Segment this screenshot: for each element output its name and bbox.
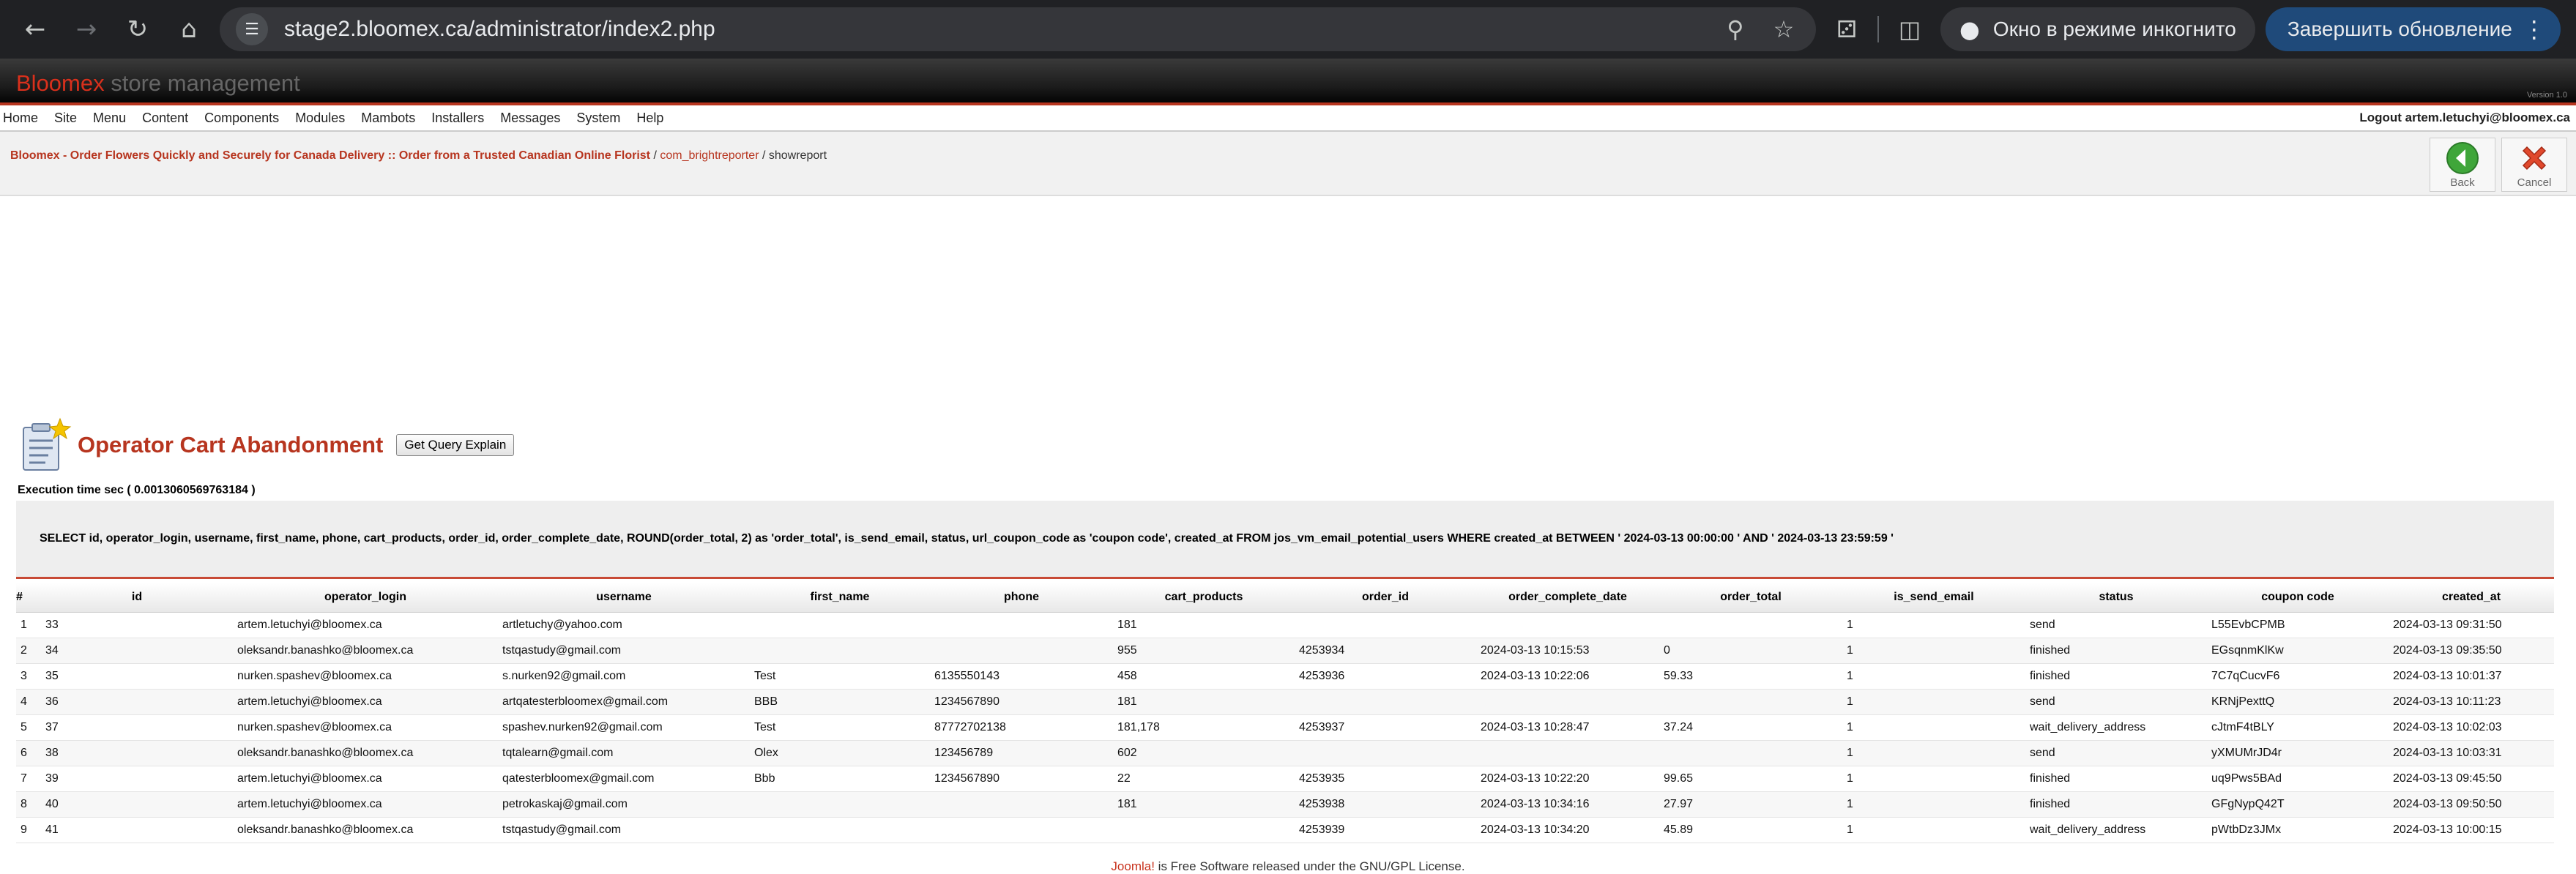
table-cell: 181 <box>1113 612 1295 638</box>
table-cell: nurken.spashev@bloomex.ca <box>233 714 498 740</box>
table-cell: 2024-03-13 10:02:03 <box>2389 714 2554 740</box>
table-cell <box>930 791 1113 817</box>
table-row <box>16 817 2554 843</box>
table-cell: artletuchy@yahoo.com <box>498 612 750 638</box>
table-cell: 9 <box>16 817 41 843</box>
table-cell: pWtbDz3JMx <box>2207 817 2389 843</box>
table-cell <box>1113 817 1295 843</box>
browser-toolbar <box>0 0 2576 59</box>
url-text[interactable]: stage2.bloomex.ca/administrator/index2.php <box>284 17 715 41</box>
table-cell <box>930 638 1113 663</box>
table-cell: 6135550143 <box>930 663 1113 689</box>
back-label: Back <box>2450 176 2475 189</box>
table-cell: 33 <box>41 612 233 638</box>
table-cell: tqtalearn@gmail.com <box>498 740 750 766</box>
address-bar[interactable] <box>220 7 1816 51</box>
table-row <box>16 689 2554 714</box>
table-cell: petrokaskaj@gmail.com <box>498 791 750 817</box>
column-header: phone <box>930 583 1113 612</box>
table-cell: 1 <box>1842 714 2025 740</box>
table-row <box>16 766 2554 791</box>
table-cell <box>1659 689 1842 714</box>
table-cell <box>1659 740 1842 766</box>
table-cell: 4253938 <box>1295 791 1476 817</box>
breadcrumb-task: showreport <box>768 149 827 162</box>
table-cell: finished <box>2025 766 2207 791</box>
column-header: operator_login <box>233 583 498 612</box>
column-header: # <box>16 583 41 612</box>
execution-time: Execution time sec ( 0.0013060569763184 ) <box>18 484 256 496</box>
table-cell: 955 <box>1113 638 1295 663</box>
table-cell: 5 <box>16 714 41 740</box>
joomla-link[interactable]: Joomla! <box>1111 859 1155 873</box>
table-row <box>16 740 2554 766</box>
table-cell <box>1476 689 1659 714</box>
column-header: order_id <box>1295 583 1476 612</box>
table-cell: 2024-03-13 10:28:47 <box>1476 714 1659 740</box>
table-cell <box>1295 740 1476 766</box>
back-button[interactable] <box>2430 138 2495 192</box>
column-header: cart_products <box>1113 583 1295 612</box>
zoom-icon[interactable]: ⚲ <box>1727 15 1744 43</box>
table-cell: oleksandr.banashko@bloomex.ca <box>233 817 498 843</box>
version-label: Version 1.0 <box>2526 91 2567 100</box>
table-cell: Olex <box>750 740 930 766</box>
table-cell: 181,178 <box>1113 714 1295 740</box>
finish-update-label: Завершить обновление <box>2287 18 2512 40</box>
table-cell <box>750 612 930 638</box>
site-settings-icon[interactable]: ☰ <box>236 13 268 45</box>
brand-subtitle: store management <box>111 70 300 96</box>
table-cell: 59.33 <box>1659 663 1842 689</box>
table-cell: nurken.spashev@bloomex.ca <box>233 663 498 689</box>
table-cell: qatesterbloomex@gmail.com <box>498 766 750 791</box>
table-cell: 4253937 <box>1295 714 1476 740</box>
table-cell: finished <box>2025 638 2207 663</box>
table-cell: 1 <box>1842 689 2025 714</box>
back-icon[interactable]: ← <box>24 15 46 44</box>
table-header-row <box>16 583 2554 612</box>
table-cell: 1 <box>1842 791 2025 817</box>
table-cell: Bbb <box>750 766 930 791</box>
menu-content[interactable]: Content <box>142 110 189 125</box>
cancel-label: Cancel <box>2517 176 2552 189</box>
table-cell: 4 <box>16 689 41 714</box>
side-panel-icon[interactable]: ◫ <box>1898 15 1921 43</box>
table-row <box>16 714 2554 740</box>
table-cell: 2024-03-13 10:34:20 <box>1476 817 1659 843</box>
table-row <box>16 791 2554 817</box>
table-cell <box>1659 612 1842 638</box>
table-cell: artem.letuchyi@bloomex.ca <box>233 766 498 791</box>
table-cell: 123456789 <box>930 740 1113 766</box>
table-cell: 45.89 <box>1659 817 1842 843</box>
table-divider <box>16 577 2554 579</box>
logout-link[interactable]: Logout artem.letuchyi@bloomex.ca <box>2359 111 2570 124</box>
table-cell: 41 <box>41 817 233 843</box>
table-cell <box>1476 740 1659 766</box>
table-row <box>16 612 2554 638</box>
table-cell: 36 <box>41 689 233 714</box>
table-cell: L55EvbCPMB <box>2207 612 2389 638</box>
table-cell: 2024-03-13 10:01:37 <box>2389 663 2554 689</box>
table-cell: tstqastudy@gmail.com <box>498 638 750 663</box>
table-cell: finished <box>2025 791 2207 817</box>
incognito-indicator[interactable] <box>1940 7 2255 51</box>
table-cell: wait_delivery_address <box>2025 714 2207 740</box>
table-cell: 1234567890 <box>930 689 1113 714</box>
home-icon[interactable]: ⌂ <box>181 15 197 44</box>
footer-text: is Free Software released under the GNU/GPL License. <box>1154 859 1465 873</box>
table-cell: 1 <box>1842 663 2025 689</box>
table-cell: 40 <box>41 791 233 817</box>
table-cell: 2024-03-13 09:35:50 <box>2389 638 2554 663</box>
extensions-icon[interactable]: ⚂ <box>1836 15 1857 43</box>
admin-brand <box>16 70 300 97</box>
table-cell: wait_delivery_address <box>2025 817 2207 843</box>
incognito-label: Окно в режиме инкогнито <box>1992 18 2236 40</box>
table-cell <box>750 638 930 663</box>
menu-menu[interactable]: Menu <box>93 110 127 125</box>
cancel-button[interactable] <box>2501 138 2567 192</box>
table-cell: 2024-03-13 10:00:15 <box>2389 817 2554 843</box>
table-cell: 7 <box>16 766 41 791</box>
menu-installers[interactable]: Installers <box>431 110 485 125</box>
table-cell: 2024-03-13 09:31:50 <box>2389 612 2554 638</box>
table-cell: artem.letuchyi@bloomex.ca <box>233 612 498 638</box>
menu-messages[interactable]: Messages <box>500 110 561 125</box>
breadcrumb-sep: / <box>650 149 660 162</box>
column-header: username <box>498 583 750 612</box>
table-cell: 602 <box>1113 740 1295 766</box>
table-cell: 1 <box>1842 612 2025 638</box>
table-cell: Test <box>750 714 930 740</box>
table-cell <box>1295 689 1476 714</box>
header-divider <box>0 102 2576 105</box>
table-cell: 1 <box>1842 740 2025 766</box>
more-icon[interactable]: ⋮ <box>2522 15 2546 43</box>
report-icon <box>19 417 70 473</box>
footer <box>0 859 2576 874</box>
toolbar-divider <box>1877 16 1879 42</box>
table-cell: 27.97 <box>1659 791 1842 817</box>
table-cell <box>1295 612 1476 638</box>
table-cell: 22 <box>1113 766 1295 791</box>
menu-modules[interactable]: Modules <box>295 110 346 125</box>
table-cell: 8 <box>16 791 41 817</box>
menu-system[interactable]: System <box>576 110 621 125</box>
table-cell: 2024-03-13 09:50:50 <box>2389 791 2554 817</box>
table-row <box>16 663 2554 689</box>
column-header: coupon code <box>2207 583 2389 612</box>
finish-update-button[interactable] <box>2266 7 2561 51</box>
admin-menu <box>0 105 2576 132</box>
table-cell: 1 <box>16 612 41 638</box>
table-cell: 87772702138 <box>930 714 1113 740</box>
admin-header <box>0 59 2576 105</box>
table-cell: 1 <box>1842 817 2025 843</box>
table-cell: 458 <box>1113 663 1295 689</box>
table-row <box>16 638 2554 663</box>
table-cell: tstqastudy@gmail.com <box>498 817 750 843</box>
table-cell: 1 <box>1842 638 2025 663</box>
table-cell: artem.letuchyi@bloomex.ca <box>233 791 498 817</box>
column-header: created_at <box>2389 583 2554 612</box>
table-cell: 181 <box>1113 791 1295 817</box>
column-header: first_name <box>750 583 930 612</box>
menu-help[interactable]: Help <box>636 110 664 125</box>
table-cell: 4253939 <box>1295 817 1476 843</box>
table-cell <box>930 612 1113 638</box>
forward-icon[interactable]: → <box>75 15 97 44</box>
table-cell: oleksandr.banashko@bloomex.ca <box>233 638 498 663</box>
table-cell: 4253935 <box>1295 766 1476 791</box>
cancel-x-icon <box>2516 140 2553 176</box>
table-cell: oleksandr.banashko@bloomex.ca <box>233 740 498 766</box>
table-cell: 37.24 <box>1659 714 1842 740</box>
table-cell: 2024-03-13 10:22:06 <box>1476 663 1659 689</box>
pathway-bar <box>0 132 2576 196</box>
column-header: id <box>41 583 233 612</box>
menu-home[interactable]: Home <box>3 110 39 125</box>
sql-query: SELECT id, operator_login, username, first_name, phone, cart_products, order_id, order_complete_date, ROUND(order_total, 2) as 'order_total', is_send_email, status, url_coupon_code as 'coupon code', created_at FROM jos_vm_email_potential_users WHERE created_at BETWEEN ' 2024-03-13 00:00:00 ' AND ' 2024-03-13 23:59:59 ' <box>16 501 2554 577</box>
table-cell: send <box>2025 612 2207 638</box>
page-title-row <box>19 416 514 474</box>
column-header: order_complete_date <box>1476 583 1659 612</box>
report-table <box>16 583 2554 843</box>
table-cell: 1234567890 <box>930 766 1113 791</box>
table-cell: EGsqnmKlKw <box>2207 638 2389 663</box>
table-cell: 2 <box>16 638 41 663</box>
table-cell: 38 <box>41 740 233 766</box>
table-cell: 39 <box>41 766 233 791</box>
table-cell <box>750 817 930 843</box>
table-cell: 4253936 <box>1295 663 1476 689</box>
table-cell <box>930 817 1113 843</box>
brand-name: Bloomex <box>16 70 105 96</box>
table-cell: uq9Pws5BAd <box>2207 766 2389 791</box>
table-cell: send <box>2025 740 2207 766</box>
table-cell: finished <box>2025 663 2207 689</box>
table-cell: KRNjPexttQ <box>2207 689 2389 714</box>
breadcrumb <box>10 149 827 163</box>
table-cell: send <box>2025 689 2207 714</box>
table-cell: 181 <box>1113 689 1295 714</box>
table-cell: 37 <box>41 714 233 740</box>
column-header: order_total <box>1659 583 1842 612</box>
column-header: is_send_email <box>1842 583 2025 612</box>
menu-mambots[interactable]: Mambots <box>361 110 416 125</box>
table-body <box>16 612 2554 843</box>
table-cell: GFgNypQ42T <box>2207 791 2389 817</box>
table-cell: 3 <box>16 663 41 689</box>
table-cell: spashev.nurken92@gmail.com <box>498 714 750 740</box>
breadcrumb-sep: / <box>759 149 769 162</box>
page-title: Operator Cart Abandonment <box>78 432 384 457</box>
table-cell <box>1476 612 1659 638</box>
table-cell <box>750 791 930 817</box>
table-cell: 35 <box>41 663 233 689</box>
table-cell: 2024-03-13 09:45:50 <box>2389 766 2554 791</box>
incognito-icon: ● <box>1959 15 1980 43</box>
table-cell: artqatesterbloomex@gmail.com <box>498 689 750 714</box>
column-header: status <box>2025 583 2207 612</box>
menu-site[interactable]: Site <box>54 110 78 125</box>
breadcrumb-component[interactable]: com_brightreporter <box>660 149 759 162</box>
table-cell: s.nurken92@gmail.com <box>498 663 750 689</box>
table-cell: 2024-03-13 10:15:53 <box>1476 638 1659 663</box>
table-cell: 34 <box>41 638 233 663</box>
table-cell: BBB <box>750 689 930 714</box>
breadcrumb-site[interactable]: Bloomex - Order Flowers Quickly and Securely for Canada Delivery :: Order from a Trusted Canadian Online Florist <box>10 149 651 162</box>
table-cell: Test <box>750 663 930 689</box>
get-query-explain-button[interactable]: Get Query Explain <box>396 434 514 456</box>
table-cell: 2024-03-13 10:34:16 <box>1476 791 1659 817</box>
table-cell: 99.65 <box>1659 766 1842 791</box>
table-cell: artem.letuchyi@bloomex.ca <box>233 689 498 714</box>
table-cell: 1 <box>1842 766 2025 791</box>
table-cell: 2024-03-13 10:03:31 <box>2389 740 2554 766</box>
table-cell: 2024-03-13 10:11:23 <box>2389 689 2554 714</box>
bookmark-star-icon[interactable]: ☆ <box>1773 15 1795 43</box>
table-cell: cJtmF4tBLY <box>2207 714 2389 740</box>
reload-icon[interactable]: ↻ <box>127 15 149 44</box>
back-arrow-icon <box>2444 140 2481 176</box>
table-cell: 4253934 <box>1295 638 1476 663</box>
table-cell: 2024-03-13 10:22:20 <box>1476 766 1659 791</box>
table-cell: 6 <box>16 740 41 766</box>
menu-components[interactable]: Components <box>204 110 280 125</box>
table-cell: yXMUMrJD4r <box>2207 740 2389 766</box>
table-cell: 7C7qCucvF6 <box>2207 663 2389 689</box>
table-cell: 0 <box>1659 638 1842 663</box>
